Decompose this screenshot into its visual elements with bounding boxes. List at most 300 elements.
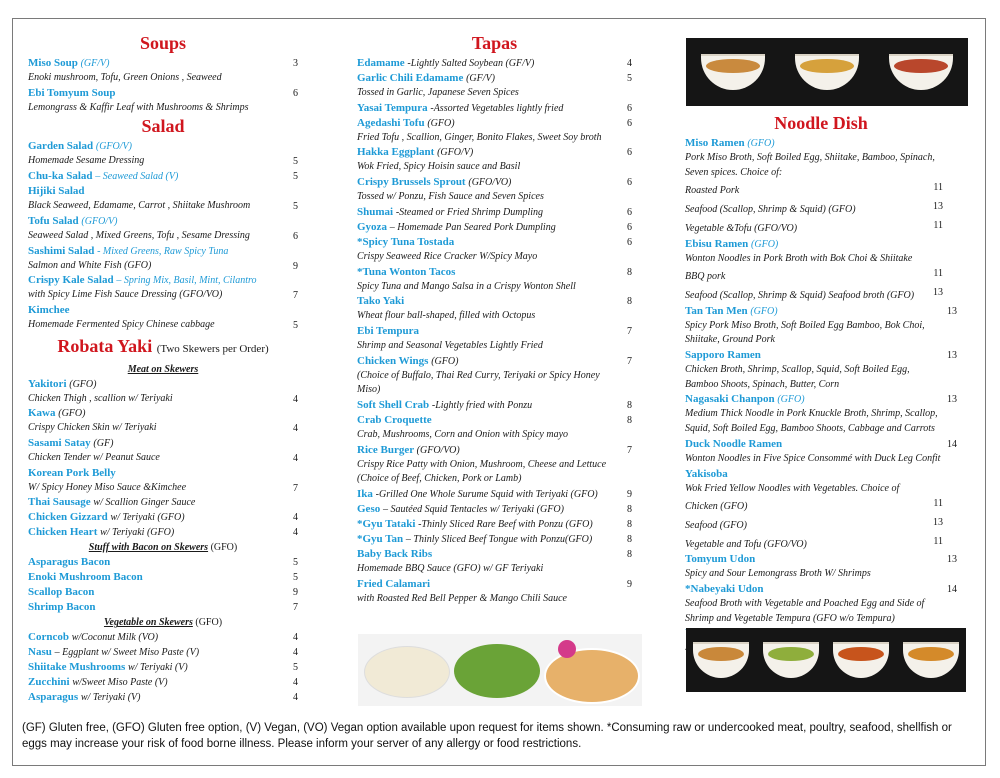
item-description: Fried Tofu , Scallion, Ginger, Bonito Flakes, Sweet Soy broth [357, 131, 602, 143]
veg-subheading: Vegetable on Skewers (GFO) [103, 617, 223, 629]
menu-item [28, 570, 298, 585]
robata-title: Robata Yaki [57, 335, 153, 356]
menu-item [28, 56, 298, 86]
item-name: Nagasaki Chanpon [685, 393, 775, 406]
item-name: *Nabeyaki Udon [685, 583, 764, 596]
item-name: *Gyu Tan [357, 533, 404, 546]
item-option [685, 285, 943, 304]
item-name: Sashimi Salad [28, 244, 95, 257]
menu-item [28, 466, 298, 496]
menu-item [357, 175, 632, 205]
ramen-bowl-icon [795, 54, 859, 90]
item-name-line [28, 630, 284, 645]
item-name-line [28, 510, 284, 525]
item-price: 13 [947, 394, 957, 406]
menu-item [357, 354, 632, 398]
menu-item [28, 86, 298, 116]
menu-item [28, 273, 298, 303]
menu-item [28, 406, 298, 436]
item-name: Enoki Mushroom Bacon [28, 571, 143, 584]
orchid-icon [558, 640, 576, 658]
item-option [685, 496, 943, 515]
item-name: Gyoza [357, 220, 387, 233]
item-description: with Spicy Lime Fish Sauce Dressing (GFO/VO) [28, 289, 223, 301]
item-tag: -Lightly Salted Soybean (GF/V) [407, 58, 535, 69]
item-name: *Spicy Tuna Tostada [357, 235, 455, 248]
menu-item [357, 71, 632, 101]
menu-item [28, 510, 298, 525]
menu-item [357, 56, 632, 71]
item-description: Crispy Rice Patty with Onion, Mushroom, Cheese and Lettuce (Choice of Beef, Chicken, Pork or Lamb) [357, 458, 607, 485]
item-name: Rice Burger [357, 443, 414, 456]
item-description: Wonton Noodles in Pork Broth with Bok Choi & Shiitake [685, 252, 913, 264]
menu-item [28, 303, 298, 333]
item-name: Chicken Heart [28, 526, 98, 539]
item-name-line [357, 265, 618, 280]
item-price: 8 [627, 400, 632, 412]
item-name: Thai Sausage [28, 496, 91, 509]
item-name: Yasai Tempura [357, 101, 428, 114]
item-price: 7 [293, 290, 298, 302]
item-name-line [28, 273, 284, 288]
menu-item [357, 265, 632, 295]
item-tag: w/Coconut Milk (VO) [71, 632, 159, 644]
item-name: Asparagus [28, 691, 79, 704]
item-price: 6 [627, 221, 632, 233]
item-name-line [28, 86, 284, 101]
item-name-line [28, 169, 284, 184]
item-name-line [28, 139, 284, 154]
item-name: Zucchini [28, 676, 70, 689]
item-price: 7 [627, 355, 632, 367]
item-tag: (GFO) [58, 408, 86, 420]
item-price: 3 [293, 58, 298, 69]
item-name-line [28, 303, 284, 318]
item-name: Geso [357, 503, 381, 516]
item-name-line [357, 294, 618, 309]
item-price: 8 [627, 549, 632, 561]
item-name-line [685, 437, 943, 452]
appetizer-photo [358, 634, 642, 706]
option-price: 13 [933, 201, 943, 213]
item-name: Scallop Bacon [28, 586, 95, 599]
item-tag: - Mixed Greens, Raw Spicy Tuna [97, 245, 229, 257]
item-name: Tako Yaki [357, 295, 405, 308]
item-name-line [357, 145, 618, 160]
item-tag: w/ Teriyaki (V) [128, 662, 188, 674]
item-description: Homemade Fermented Spicy Chinese cabbage [28, 318, 215, 330]
menu-item [28, 675, 298, 690]
menu-item [357, 487, 632, 502]
ramen-bowl-icon [693, 642, 749, 678]
item-tag: – Homemade Pan Seared Pork Dumpling [389, 221, 556, 233]
option-price: 11 [933, 182, 943, 194]
item-description: Chicken Tender w/ Peanut Sauce [28, 452, 160, 464]
menu-item [357, 116, 632, 146]
item-description: Crispy Chicken Skin w/ Teriyaki [28, 422, 157, 434]
item-tag: (GFO/V) [81, 215, 118, 227]
item-name: Soft Shell Crab [357, 399, 430, 412]
item-tag: (GFO) [747, 138, 775, 149]
ramen-bowl-icon [889, 54, 953, 90]
item-name: Sasami Satay [28, 437, 91, 450]
meat-list [28, 377, 298, 541]
item-tag: (GFO) [777, 394, 805, 406]
ramen-bowl-icon [763, 642, 819, 678]
item-price: 8 [627, 519, 632, 531]
item-name: Tan Tan Men [685, 304, 748, 317]
item-price: 4 [293, 632, 298, 644]
menu-item [685, 552, 957, 582]
option-text: Vegetable and Tofu (GFO/VO) [685, 538, 807, 550]
item-name-line [357, 175, 618, 190]
soups-list [28, 56, 298, 115]
item-name: Chu-ka Salad [28, 170, 93, 183]
item-price: 7 [293, 482, 298, 494]
item-name-line [357, 354, 618, 369]
item-name-line [357, 205, 618, 220]
menu-item [28, 645, 298, 660]
item-price: 6 [627, 147, 632, 159]
robata-subtitle: (Two Skewers per Order) [156, 342, 269, 355]
menu-item [357, 294, 632, 324]
item-price: 6 [627, 117, 632, 129]
option-price: 11 [933, 535, 943, 547]
item-description: Crab, Mushrooms, Corn and Onion with Spicy mayo [357, 429, 569, 441]
item-name: Chicken Gizzard [28, 511, 108, 524]
item-name: Yakisoba [685, 467, 728, 480]
item-name: Tomyum Udon [685, 553, 756, 566]
item-name: Edamame [357, 57, 405, 69]
menu-item [685, 582, 957, 626]
item-price: 6 [627, 236, 632, 248]
item-price: 4 [293, 393, 298, 405]
ramen-bowl-icon [701, 54, 765, 90]
noodle-list [685, 136, 957, 656]
item-option [685, 218, 943, 237]
item-description: Homemade BBQ Sauce (GFO) w/ GF Teriyaki [357, 563, 544, 575]
option-text: Vegetable &Tofu (GFO/VO) [685, 222, 798, 234]
item-name: Corncob [28, 631, 69, 644]
item-price: 7 [293, 602, 298, 614]
menu-item [28, 495, 298, 510]
item-description: Lemongrass & Kaffir Leaf with Mushrooms & Shrimps [28, 101, 249, 113]
item-tag: (GF/V) [466, 73, 495, 84]
menu-item [357, 502, 632, 517]
item-tag: w/ Teriyaki (V) [80, 692, 141, 704]
item-price: 8 [627, 504, 632, 516]
item-name: Hakka Eggplant [357, 146, 435, 159]
item-tag: w/ Scallion Ginger Sauce [93, 497, 196, 509]
item-name: Ebi Tempura [357, 324, 420, 337]
option-text: Seafood (GFO) [685, 519, 747, 531]
option-price: 11 [933, 268, 943, 280]
item-description: Seaweed Salad , Mixed Greens, Tofu , Sesame Dressing [28, 229, 250, 241]
item-name: *Tuna Wonton Tacos [357, 265, 456, 278]
item-price: 4 [293, 512, 298, 524]
item-price: 7 [627, 325, 632, 337]
item-name: Duck Noodle Ramen [685, 437, 783, 450]
column-right [685, 112, 957, 656]
item-tag: -Thinly Sliced Rare Beef with Ponzu (GFO) [418, 519, 593, 531]
item-tag: w/Sweet Miso Paste (V) [72, 677, 168, 689]
item-name: Agedashi Tofu [357, 116, 425, 129]
item-tag: (GF) [93, 438, 114, 450]
item-name-line [357, 547, 618, 562]
option-text: Roasted Pork [685, 185, 740, 197]
item-description: Wok Fried Yellow Noodles with Vegetables. Choice of [685, 482, 900, 494]
item-tag: (GFO) [431, 355, 459, 367]
item-name: Korean Pork Belly [28, 466, 116, 479]
item-description: Shrimp and Seasonal Vegetables Lightly Fried [357, 339, 543, 351]
item-name-line [357, 413, 618, 428]
menu-item [357, 205, 632, 220]
item-tag: (GFO/V) [437, 147, 474, 159]
item-name-line [28, 436, 284, 451]
menu-item [357, 220, 632, 235]
item-name-line [357, 502, 618, 517]
item-description: Spicy Pork Miso Broth, Soft Boiled Egg Bamboo, Bok Choi, Shiitake, Ground Pork [685, 319, 925, 346]
salad-heading: Salad [141, 116, 185, 137]
item-name-line [357, 116, 618, 131]
item-name-line [685, 392, 943, 407]
tapas-list [357, 56, 632, 607]
item-price: 7 [627, 444, 632, 456]
menu-item [357, 145, 632, 175]
item-option [685, 534, 943, 553]
menu-item [28, 690, 298, 705]
option-text: Chicken (GFO) [685, 501, 748, 513]
menu-item [357, 547, 632, 577]
item-tag: – Spring Mix, Basil, Mint, Cilantro [116, 275, 257, 287]
item-description: Wok Fried, Spicy Hoisin sauce and Basil [357, 161, 521, 173]
item-description: Homemade Sesame Dressing [28, 155, 145, 167]
ramen-photo-top [686, 38, 968, 106]
column-middle [357, 32, 632, 607]
item-tag: – Seaweed Salad (V) [95, 171, 179, 183]
item-name-line [357, 398, 618, 413]
item-name-line [28, 377, 284, 392]
option-text: Seafood (Scallop, Shrimp & Squid) (GFO) [685, 204, 856, 216]
menu-item [357, 517, 632, 532]
item-name-line [28, 660, 284, 675]
item-name: Shrimp Bacon [28, 601, 96, 614]
item-name-line [685, 582, 943, 597]
bacon-subheading: Stuff with Bacon on Skewers (GFO) [88, 542, 238, 554]
item-description: Wonton Noodles in Five Spice Consommé with Duck Leg Confit [685, 452, 941, 464]
item-tag: (GFO/VO) [416, 444, 460, 456]
item-name: Miso Ramen [685, 137, 745, 149]
item-tag: (GFO) [427, 117, 455, 129]
menu-item [28, 436, 298, 466]
item-name-line [685, 348, 943, 363]
menu-item [357, 398, 632, 413]
item-name-line [685, 552, 943, 567]
item-description: Spicy and Sour Lemongrass Broth W/ Shrimps [685, 568, 871, 580]
item-name-line [357, 235, 618, 250]
item-name: Yakitori [28, 377, 67, 390]
item-price: 13 [947, 350, 957, 362]
item-price: 8 [627, 266, 632, 278]
ramen-bowl-icon [903, 642, 959, 678]
item-tag: – Sautéed Squid Tentacles w/ Teriyaki (GFO) [382, 504, 564, 516]
item-price: 9 [293, 260, 298, 272]
item-description: Spicy Tuna and Mango Salsa in a Crispy Wonton Shell [357, 280, 576, 292]
item-name: Hijiki Salad [28, 185, 85, 198]
item-description: Chicken Broth, Shrimp, Scallop, Squid, Soft Boiled Egg, Bamboo Shoots, Spinach, Butter, Corn [685, 364, 910, 390]
item-name-line [28, 690, 284, 705]
item-name-line [357, 517, 618, 532]
menu-item [28, 660, 298, 675]
item-name-line [357, 324, 618, 339]
item-option [685, 515, 943, 534]
item-name-line [28, 570, 284, 585]
item-name: Ika [357, 488, 373, 501]
meat-subheading: Meat on Skewers [127, 363, 199, 375]
item-name: Shiitake Mushrooms [28, 661, 126, 674]
item-tag: (GFO) [751, 238, 779, 250]
menu-item [685, 348, 957, 392]
menu-item [28, 377, 298, 407]
item-name: Kawa [28, 407, 56, 420]
ramen-bowl-icon [833, 642, 889, 678]
item-price: 4 [293, 453, 298, 465]
item-price: 4 [293, 527, 298, 539]
item-name-line [28, 555, 284, 570]
item-tag: w/ Teriyaki (GFO) [100, 527, 175, 539]
item-name-line [28, 645, 284, 660]
item-description: Wheat flour ball-shaped, filled with Octopus [357, 310, 536, 322]
item-tag: (GF/V) [80, 58, 110, 69]
item-description: W/ Spicy Honey Miso Sauce &Kimchee [28, 481, 187, 493]
item-price: 4 [293, 423, 298, 435]
salad-list [28, 139, 298, 332]
item-name-line [685, 136, 943, 151]
menu-item [357, 324, 632, 354]
menu-item [357, 235, 632, 265]
item-name: Chicken Wings [357, 354, 429, 367]
item-name: Baby Back Ribs [357, 548, 433, 561]
item-name: Garden Salad [28, 140, 94, 153]
option-price: 11 [933, 219, 943, 231]
menu-item [685, 136, 957, 237]
item-name-line [357, 101, 618, 116]
ramen-photo-bottom [686, 628, 966, 692]
menu-item [28, 555, 298, 570]
item-price: 5 [293, 171, 298, 183]
item-name: Shumai [357, 205, 394, 218]
item-price: 6 [627, 206, 632, 218]
item-option [685, 199, 943, 218]
item-price: 13 [947, 554, 957, 566]
item-name-line [28, 244, 284, 259]
item-name: *Gyu Tataki [357, 518, 416, 531]
item-description: Crispy Seaweed Rice Cracker W/Spicy Mayo [357, 250, 538, 262]
item-price: 6 [293, 87, 298, 99]
item-name-line [357, 443, 618, 458]
item-price: 6 [293, 230, 298, 242]
menu-item [357, 413, 632, 443]
item-tag: – Eggplant w/ Sweet Miso Paste (V) [54, 647, 200, 659]
item-name-line [28, 525, 284, 540]
item-name-line [357, 56, 618, 71]
item-name-line [357, 487, 618, 502]
item-tag: (GFO/VO) [468, 177, 512, 189]
item-name-line [685, 467, 943, 482]
menu-item [685, 237, 957, 304]
menu-item [28, 184, 298, 214]
menu-item [28, 139, 298, 169]
item-name-line [28, 675, 284, 690]
item-description: Tossed w/ Ponzu, Fish Sauce and Seven Spices [357, 191, 544, 203]
item-name: Kimchee [28, 303, 70, 316]
item-price: 5 [293, 319, 298, 331]
bacon-list [28, 555, 298, 615]
item-name: Nasu [28, 646, 52, 659]
item-tag: w/ Teriyaki (GFO) [110, 512, 185, 524]
item-option [685, 266, 943, 285]
item-description: with Roasted Red Bell Pepper & Mango Chili Sauce [357, 592, 567, 604]
item-description: Black Seaweed, Edamame, Carrot , Shiitake Mushroom [28, 200, 251, 212]
menu-item [28, 630, 298, 645]
item-price: 5 [293, 662, 298, 674]
item-name: Crab Croquette [357, 414, 432, 427]
item-description: Enoki mushroom, Tofu, Green Onions , Seaweed [28, 72, 222, 83]
item-price: 9 [627, 578, 632, 590]
item-name: Tofu Salad [28, 214, 79, 227]
menu-item [28, 600, 298, 615]
item-name-line [685, 237, 943, 252]
item-name: Miso Soup [28, 57, 78, 69]
item-name: Crispy Kale Salad [28, 274, 114, 287]
item-price: 4 [293, 692, 298, 704]
item-tag: -Grilled One Whole Surume Squid with Teriyaki (GFO) [375, 489, 598, 501]
item-tag: (GFO) [69, 378, 97, 390]
item-price: 14 [947, 584, 957, 596]
soups-heading: Soups [139, 33, 187, 53]
item-description: Seafood Broth with Vegetable and Poached Egg and Side of Shrimp and Vegetable Tempura (GFO w/o Tempura) [685, 598, 925, 624]
item-price: 8 [627, 534, 632, 546]
item-name-line [28, 466, 284, 481]
item-name-line [28, 406, 284, 421]
menu-item [357, 577, 632, 607]
item-price: 13 [947, 305, 957, 317]
item-price: 4 [293, 677, 298, 689]
item-name-line [28, 600, 284, 615]
item-name: Fried Calamari [357, 577, 431, 590]
item-price: 5 [293, 156, 298, 168]
item-name: Crispy Brussels Sprout [357, 176, 466, 189]
column-left [28, 32, 298, 705]
item-description: Pork Miso Broth, Soft Boiled Egg, Shiitake, Bamboo, Spinach, Seven spices. Choice of: [685, 152, 935, 178]
item-description: Salmon and White Fish (GFO) [28, 259, 152, 271]
item-description: Tossed in Garlic, Japanese Seven Spices [357, 87, 519, 98]
robata-heading [28, 335, 298, 360]
option-price: 13 [933, 516, 943, 528]
tapas-heading: Tapas [471, 33, 518, 53]
option-price: 13 [933, 286, 943, 298]
edamame-plate-icon [454, 644, 540, 698]
item-price: 4 [293, 647, 298, 659]
item-price: 8 [627, 415, 632, 427]
item-tag: -Assorted Vegetables lightly fried [430, 102, 564, 114]
item-description: Medium Thick Noodle in Pork Knuckle Broth, Shrimp, Scallop, Squid, Soft Boiled Egg, Bamboo Shoots, Cabbage and Carrots [685, 408, 938, 435]
item-tag: – Thinly Sliced Beef Tongue with Ponzu(GFO) [405, 534, 593, 546]
item-option [685, 180, 943, 199]
menu-item [685, 392, 957, 436]
item-name-line [685, 304, 943, 319]
menu-item [28, 169, 298, 184]
